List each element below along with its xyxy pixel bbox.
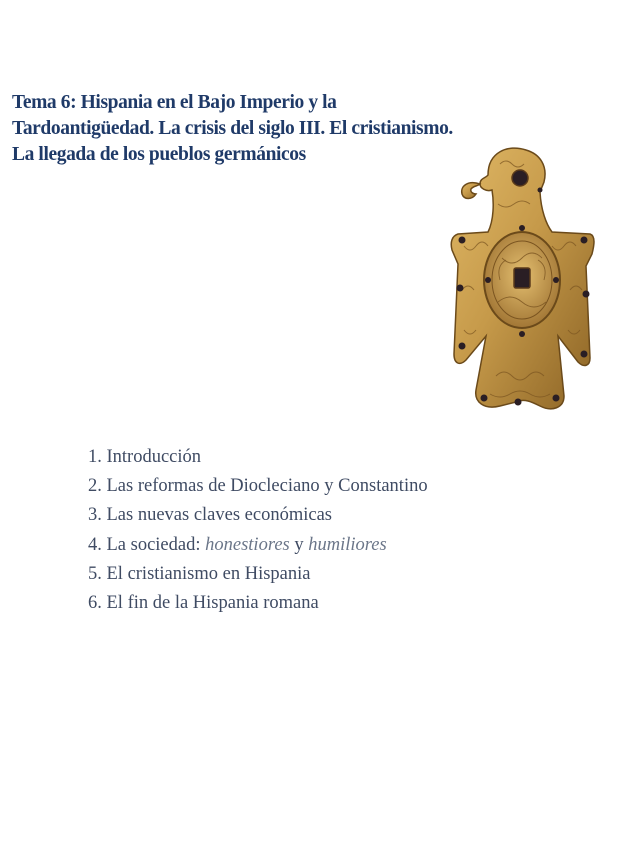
- contents-item-6: [88, 589, 428, 618]
- title-line-1: Tema 6: Hispania en el Bajo Imperio y la: [12, 92, 337, 113]
- item-number: 1.: [88, 447, 102, 467]
- item-text: Las reformas de Diocleciano y Constantino: [106, 476, 428, 497]
- item-text: La sociedad:: [106, 534, 201, 555]
- fibula-eye-stone: [512, 170, 528, 186]
- title-line-2: Tardoantigüedad. La crisis del siglo III. El cristianismo.: [12, 118, 453, 139]
- item-text: Las nuevas claves económicas: [106, 505, 333, 526]
- item-italic-term-2: humiliores: [308, 534, 387, 555]
- item-text: El fin de la Hispania romana: [106, 593, 319, 614]
- fibula-center-stone: [514, 268, 530, 288]
- contents-item-2: [88, 472, 428, 501]
- item-number: 3.: [88, 505, 102, 526]
- item-text: El cristianismo en Hispania: [106, 563, 311, 584]
- contents-item-4: [88, 531, 428, 560]
- table-of-contents: [88, 443, 428, 618]
- eagle-fibula-image: [440, 140, 604, 420]
- item-number: 5.: [88, 563, 102, 584]
- item-text: Introducción: [106, 447, 202, 467]
- item-number: 4.: [88, 534, 102, 555]
- contents-item-5: [88, 560, 428, 589]
- contents-item-3: [88, 501, 428, 530]
- title-line-3: La llegada de los pueblos germánicos: [12, 144, 306, 165]
- item-number: 6.: [88, 593, 102, 614]
- contents-item-1: [88, 443, 428, 472]
- item-number: 2.: [88, 476, 102, 497]
- item-joiner: y: [294, 534, 304, 555]
- item-italic-term-1: honestiores: [205, 534, 290, 555]
- slide-title: [12, 90, 512, 168]
- fibula-beak: [462, 183, 480, 199]
